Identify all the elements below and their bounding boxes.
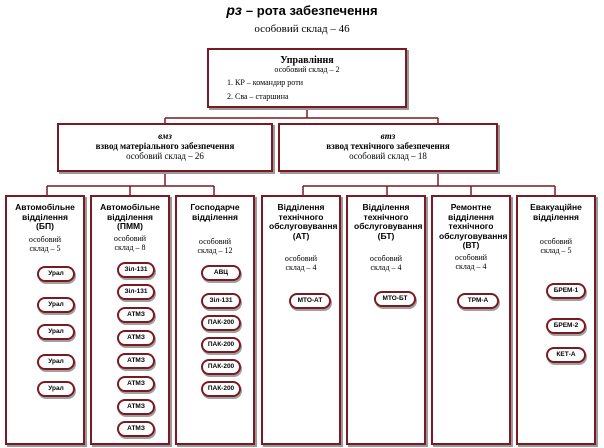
management-staff: особовий склад – 2 bbox=[274, 65, 340, 75]
vehicle-item: АТМЗ bbox=[117, 399, 155, 415]
vehicle-item: АТМЗ bbox=[117, 353, 155, 369]
unit-staff: особовий склад – 4 bbox=[284, 254, 318, 273]
vehicle-item: АТМЗ bbox=[117, 421, 155, 437]
unit-name: Автомобільне відділення (БП) bbox=[15, 202, 75, 232]
vehicle-item: ТРМ-А bbox=[457, 293, 499, 309]
unit-box-bp bbox=[5, 195, 85, 445]
vehicle-item: АТМЗ bbox=[117, 330, 155, 346]
platoon-box-material bbox=[57, 123, 273, 172]
unit-staff: особовий склад – 12 bbox=[197, 237, 233, 255]
vehicle-item: КЕТ-А bbox=[546, 347, 586, 363]
unit-name: Відділення технічного обслуговування (БТ) bbox=[354, 202, 423, 241]
vehicle-item: БРЕМ-2 bbox=[546, 318, 586, 334]
unit-staff: особовий склад – 8 bbox=[113, 233, 147, 252]
header-title bbox=[0, 2, 604, 20]
header-title-text: – рота забезпечення bbox=[245, 3, 378, 18]
chart-header bbox=[0, 2, 604, 35]
unit-box-at bbox=[261, 195, 341, 445]
vehicle-item: Зіл-131 bbox=[201, 293, 241, 309]
vehicle-item: Зіл-131 bbox=[117, 284, 155, 300]
platoon-name: взвод технічного забезпечення bbox=[326, 141, 450, 152]
vehicle-item: МТО-АТ bbox=[289, 293, 331, 309]
vehicle-item: ПАК-200 bbox=[201, 381, 241, 397]
vehicle-item: Урал bbox=[37, 354, 75, 370]
unit-box-evac bbox=[516, 195, 596, 445]
vehicle-item: АВЦ bbox=[201, 265, 241, 281]
vehicle-item: МТО-БТ bbox=[374, 291, 416, 307]
vehicle-item: АТМЗ bbox=[117, 376, 155, 392]
vehicle-item: Урал bbox=[37, 297, 75, 313]
unit-box-bt bbox=[346, 195, 426, 445]
management-row-2: 2. Сва – старшина bbox=[227, 92, 289, 102]
unit-staff: особовий склад – 5 bbox=[539, 237, 573, 255]
management-title: Управління bbox=[280, 55, 334, 66]
unit-staff: особовий склад – 4 bbox=[369, 254, 403, 273]
unit-name: Господарче відділення bbox=[190, 202, 240, 222]
platoon-staff: особовий склад – 26 bbox=[126, 151, 204, 162]
platoon-abbr: вмз bbox=[158, 131, 172, 141]
unit-name: Евакуаційне відділення bbox=[530, 202, 582, 222]
vehicle-item: АТМЗ bbox=[117, 307, 155, 323]
unit-box-household bbox=[175, 195, 255, 445]
vehicle-item: Урал bbox=[37, 266, 75, 282]
header-staff: особовий склад – 46 bbox=[254, 23, 350, 35]
vehicle-item: ПАК-200 bbox=[201, 315, 241, 331]
unit-box-vt bbox=[431, 195, 511, 445]
platoon-box-technical bbox=[278, 123, 498, 172]
unit-name: Ремонтне відділення технічного обслуговування (ВТ) bbox=[439, 202, 508, 251]
vehicle-item: ПАК-200 bbox=[201, 337, 241, 353]
management-box bbox=[207, 48, 407, 108]
platoon-name: взвод матеріального забезпечення bbox=[95, 141, 235, 152]
vehicle-item: БРЕМ-1 bbox=[546, 283, 586, 299]
unit-name: Відділення технічного обслуговування (АТ) bbox=[269, 202, 338, 241]
platoon-staff: особовий склад – 18 bbox=[349, 151, 427, 162]
vehicle-item: Зіл-131 bbox=[117, 262, 155, 278]
management-row-1: 1. КР – командир роти bbox=[227, 78, 303, 88]
unit-staff: особовий склад – 4 bbox=[454, 252, 488, 271]
vehicle-item: ПАК-200 bbox=[201, 359, 241, 375]
unit-box-pmm bbox=[90, 195, 170, 445]
unit-staff: особовий склад – 5 bbox=[28, 234, 62, 253]
vehicle-item: Урал bbox=[37, 324, 75, 340]
header-abbr: рз bbox=[226, 2, 242, 18]
platoon-abbr: втз bbox=[380, 131, 396, 141]
vehicle-item: Урал bbox=[37, 381, 75, 397]
unit-name: Автомобільне відділення (ПММ) bbox=[100, 202, 160, 232]
